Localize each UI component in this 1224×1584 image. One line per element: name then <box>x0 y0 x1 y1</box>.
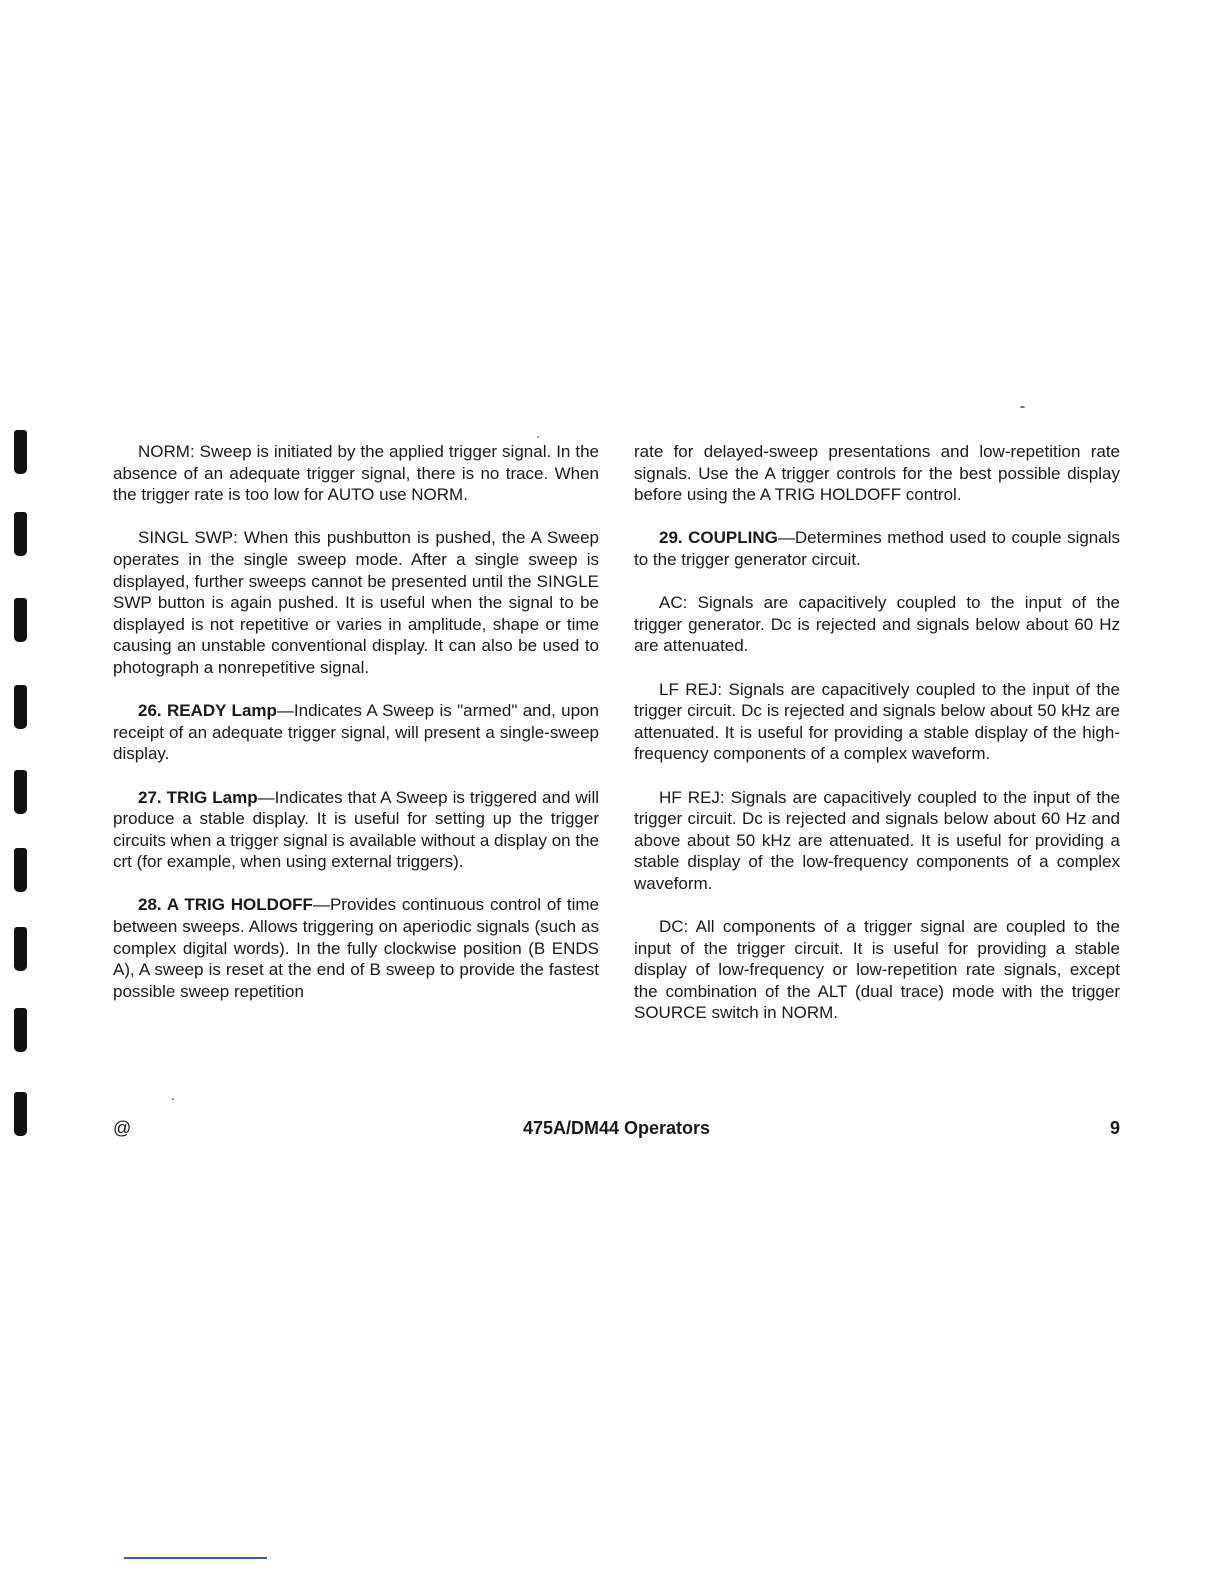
paragraph-trig-lamp <box>113 787 599 873</box>
paragraph-hf-rej <box>634 787 1120 895</box>
paragraph-text: —Indicates that A Sweep is triggered and will produce a stable display. It is useful for setting up the trigger circuits when a trigger signal is available without a display on the crt (for example, when using external triggers). <box>113 787 599 872</box>
paragraph-term: 28. A TRIG HOLDOFF <box>138 895 313 915</box>
paragraph-lf-rej <box>634 679 1120 765</box>
paragraph-term: 26. READY Lamp <box>138 701 277 721</box>
binding-mark <box>14 848 27 892</box>
right-text-column <box>634 441 1120 1024</box>
binding-mark <box>14 1008 27 1052</box>
paragraph-a-trig-holdoff <box>113 894 599 1002</box>
page-number: 9 <box>1109 1118 1120 1138</box>
binding-mark <box>14 430 27 474</box>
paragraph-holdoff-continued <box>634 441 1120 506</box>
paragraph-ac <box>634 592 1120 657</box>
binding-mark <box>14 927 27 971</box>
paragraph-text: —Provides continuous control of time between sweeps. Allows triggering on aperiodic signals (such as complex digital words). In the fully clockwise position (B ENDS A), A sweep is reset at the end of B sweep to provide the fastest possible sweep repetition <box>113 895 599 1001</box>
left-text-column <box>113 441 599 1002</box>
page-footer <box>113 1118 1120 1142</box>
paragraph-ready-lamp <box>113 700 599 765</box>
paragraph-text: LF REJ: Signals are capacitively coupled to the input of the trigger circuit. Dc is rejected and signals below about 50 kHz are attenuated. It is useful for providing a stable display of the high-frequency components of a complex waveform. <box>634 679 1120 764</box>
binding-mark <box>14 685 27 729</box>
binding-mark <box>14 512 27 556</box>
paragraph-dc <box>634 916 1120 1024</box>
paragraph-text: AC: Signals are capacitively coupled to the input of the trigger generator. Dc is rejected and signals below about 60 Hz are attenuated. <box>634 593 1120 656</box>
paragraph-text: SINGL SWP: When this pushbutton is pushed, the A Sweep operates in the single sweep mode. After a single sweep is displayed, further sweeps cannot be presented until the SINGLE SWP button is again pushed. It is useful when the signal to be displayed is not repetitive or varies in amplitude, shape or time causing an unstable conventional display. It can also be used to photograph a nonrepetitive signal. <box>113 528 599 677</box>
scan-speck <box>172 1098 174 1100</box>
paragraph-text: rate for delayed-sweep presentations and low-repetition rate signals. Use the A trigger controls for the best possible display before using the A TRIG HOLDOFF control. <box>634 442 1120 505</box>
paragraph-text: DC: All components of a trigger signal are coupled to the input of the trigger circuit. It is useful for providing a stable display of low-frequency or low-repetition rate signals, except the combination of the ALT (dual trace) mode with the trigger SOURCE switch in NORM. <box>634 917 1120 1023</box>
footer-title: 475A/DM44 Operators <box>522 1118 711 1138</box>
paragraph-term: 29. COUPLING <box>659 528 778 548</box>
paragraph-text: NORM: Sweep is initiated by the applied trigger signal. In the absence of an adequate trigger signal, there is no trace. When the trigger rate is too low for AUTO use NORM. <box>113 442 599 505</box>
paragraph-text: HF REJ: Signals are capacitively coupled to the input of the trigger circuit. Dc is rejected and signals below about 60 Hz and above about 50 kHz are attenuated. It is useful for providing a stable display of the low-frequency components of a complex waveform. <box>634 787 1120 893</box>
paragraph-text: —Indicates A Sweep is "armed" and, upon receipt of an adequate trigger signal, will present a single-sweep display. <box>113 701 599 764</box>
binding-mark <box>14 770 27 814</box>
footer-symbol: @ <box>113 1118 132 1138</box>
paragraph-singl-swp <box>113 527 599 678</box>
binding-mark <box>14 598 27 642</box>
bottom-rule-line <box>124 1557 267 1559</box>
scan-speck <box>537 436 539 438</box>
paragraph-term: 27. TRIG Lamp <box>138 787 258 807</box>
paragraph-text: —Determines method used to couple signals to the trigger generator circuit. <box>634 528 1120 569</box>
binding-mark <box>14 1092 27 1136</box>
scan-speck <box>1020 406 1025 408</box>
paragraph-norm <box>113 441 599 506</box>
paragraph-coupling <box>634 527 1120 570</box>
binding-hole-marks <box>14 430 34 1150</box>
